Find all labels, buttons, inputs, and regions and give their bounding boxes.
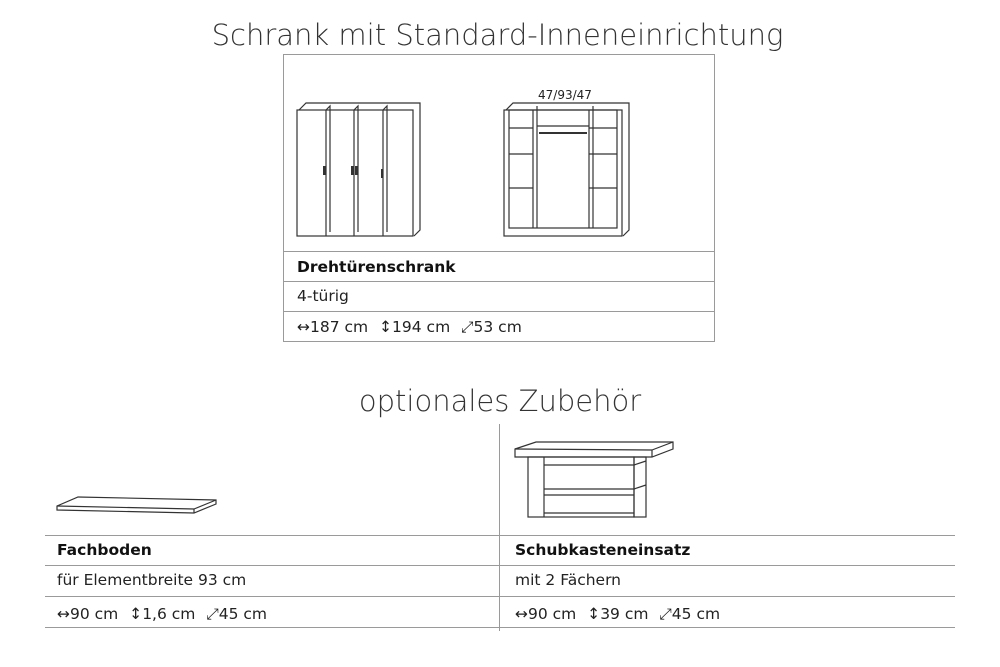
- dimension-depth: ⤢45 cm: [206, 605, 267, 623]
- accessory-name: Schubkasteneinsatz: [515, 541, 691, 559]
- page-title: Schrank mit Standard-Inneneinrichtung: [211, 18, 784, 52]
- wardrobe-interior-drawing: [503, 102, 631, 238]
- dimension-height: ↕194 cm: [379, 318, 451, 336]
- accessory-dimensions: [57, 605, 273, 624]
- card-border-left: [283, 54, 284, 342]
- accessory-description: für Elementbreite 93 cm: [57, 571, 247, 589]
- row-divider: [45, 627, 955, 628]
- row-divider: [45, 535, 955, 536]
- dimension-width: ↔90 cm: [57, 605, 119, 623]
- accessories-title: optionales Zubehör: [358, 384, 642, 418]
- product-name: Drehtürenschrank: [297, 258, 456, 276]
- card-border-top: [283, 54, 714, 55]
- row-divider: [45, 596, 955, 597]
- shelf-drawing: [56, 496, 218, 518]
- interior-label: 47/93/47: [538, 88, 592, 102]
- row-divider: [283, 311, 714, 312]
- drawer-insert-drawing: [514, 441, 674, 519]
- wardrobe-exterior-drawing: [296, 102, 422, 238]
- product-variant: 4-türig: [297, 287, 349, 305]
- dimension-depth: ⤢53 cm: [461, 318, 522, 336]
- product-dimensions: [297, 318, 528, 337]
- dimension-height: ↕1,6 cm: [129, 605, 196, 623]
- accessory-description: mit 2 Fächern: [515, 571, 621, 589]
- row-divider: [283, 251, 714, 252]
- row-divider: [283, 281, 714, 282]
- row-divider: [283, 341, 714, 342]
- card-border-right: [714, 54, 715, 342]
- accessory-name: Fachboden: [57, 541, 152, 559]
- column-divider: [499, 424, 500, 631]
- dimension-height: ↕39 cm: [587, 605, 649, 623]
- dimension-depth: ⤢45 cm: [659, 605, 721, 623]
- accessory-dimensions: [515, 605, 726, 624]
- dimension-width: ↔187 cm: [297, 318, 369, 336]
- dimension-width: ↔90 cm: [515, 605, 577, 623]
- row-divider: [45, 565, 955, 566]
